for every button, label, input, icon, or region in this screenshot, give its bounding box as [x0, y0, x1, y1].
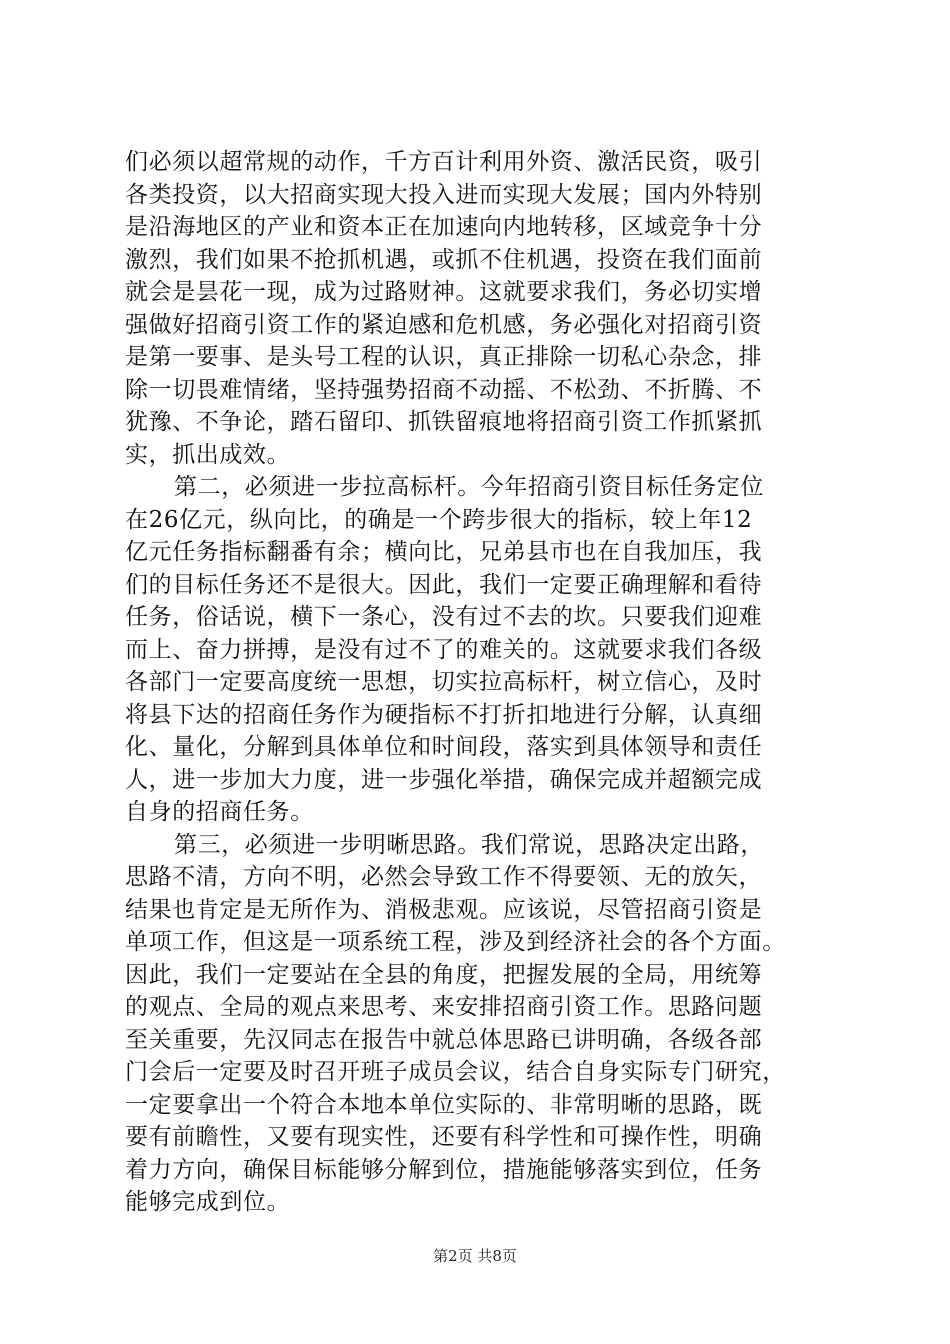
text-line: 激烈，我们如果不抢抓机遇，或抓不住机遇，投资在我们面前	[125, 246, 763, 273]
text-line: 至关重要，先汉同志在报告中就总体思路已讲明确，各级各部	[125, 1026, 763, 1053]
text-line: 要有前瞻性，又要有现实性，还要有科学性和可操作性，明确	[125, 1124, 763, 1150]
text-line: 各部门一定要高度统一思想，切实拉高标杆，树立信心，及时	[125, 669, 763, 695]
text-line: 着力方向，确保目标能够分解到位，措施能够落实到位，任务	[125, 1156, 763, 1183]
text-line: 是沿海地区的产业和资本正在加速向内地转移，区域竞争十分	[125, 214, 763, 240]
text-line: 亿元任务指标翻番有余；横向比，兄弟县市也在自我加压，我	[125, 539, 763, 565]
text-line: 犹豫、不争论，踏石留印、抓铁留痕地将招商引资工作抓紧抓	[125, 409, 763, 435]
text-line: 自身的招商任务。	[125, 799, 314, 825]
text-line: 任务，俗话说，横下一条心，没有过不去的坎。只要我们迎难	[125, 604, 763, 630]
text-line: 结果也肯定是无所作为、消极悲观。应该说，尽管招商引资是	[125, 896, 763, 923]
text-line: 强做好招商引资工作的紧迫感和危机感，务必强化对招商引资	[125, 311, 763, 338]
text-line: 单项工作，但这是一项系统工程，涉及到经济社会的各个方面。	[125, 929, 786, 955]
text-line: 因此，我们一定要站在全县的角度，把握发展的全局，用统筹	[125, 961, 763, 988]
paragraph-start-line: 第三，必须进一步明晰思路。我们常说，思路决定出路，	[174, 831, 764, 858]
text-line: 门会后一定要及时召开班子成员会议，结合自身实际专门研究，	[125, 1059, 786, 1085]
page-number-footer: 第2页 共8页	[433, 1247, 517, 1265]
text-line: 人，进一步加大力度，进一步强化举措，确保完成并超额完成	[125, 766, 763, 793]
text-line: 的观点、全局的观点来思考、来安排招商引资工作。思路问题	[125, 994, 763, 1020]
text-line: 而上、奋力拼搏，是没有过不了的难关的。这就要求我们各级	[125, 636, 763, 663]
text-line: 们的目标任务还不是很大。因此，我们一定要正确理解和看待	[125, 571, 763, 598]
text-line: 一定要拿出一个符合本地本单位实际的、非常明晰的思路，既	[125, 1091, 763, 1118]
body-text	[125, 146, 845, 1219]
text-line: 能够完成到位。	[125, 1189, 291, 1215]
text-line: 是第一要事、是头号工程的认识，真正排除一切私心杂念，排	[125, 344, 763, 370]
text-line: 实，抓出成效。	[125, 441, 291, 468]
text-line: 们必须以超常规的动作，千方百计利用外资、激活民资，吸引	[125, 149, 763, 175]
text-line: 思路不清，方向不明，必然会导致工作不得要领、无的放矢，	[125, 864, 763, 890]
text-line: 除一切畏难情绪，坚持强势招商不动摇、不松劲、不折腾、不	[125, 376, 763, 403]
text-line: 在26亿元，纵向比，的确是一个跨步很大的指标，较上年12	[125, 506, 753, 533]
paragraph-start-line: 第二，必须进一步拉高标杆。今年招商引资目标任务定位	[174, 474, 764, 500]
text-line: 将县下达的招商任务作为硬指标不打折扣地进行分解，认真细	[125, 701, 763, 728]
text-line: 化、量化，分解到具体单位和时间段，落实到具体领导和责任	[125, 734, 763, 760]
text-line: 就会是昙花一现，成为过路财神。这就要求我们，务必切实增	[125, 279, 763, 305]
text-line: 各类投资，以大招商实现大投入进而实现大发展；国内外特别	[125, 181, 763, 208]
